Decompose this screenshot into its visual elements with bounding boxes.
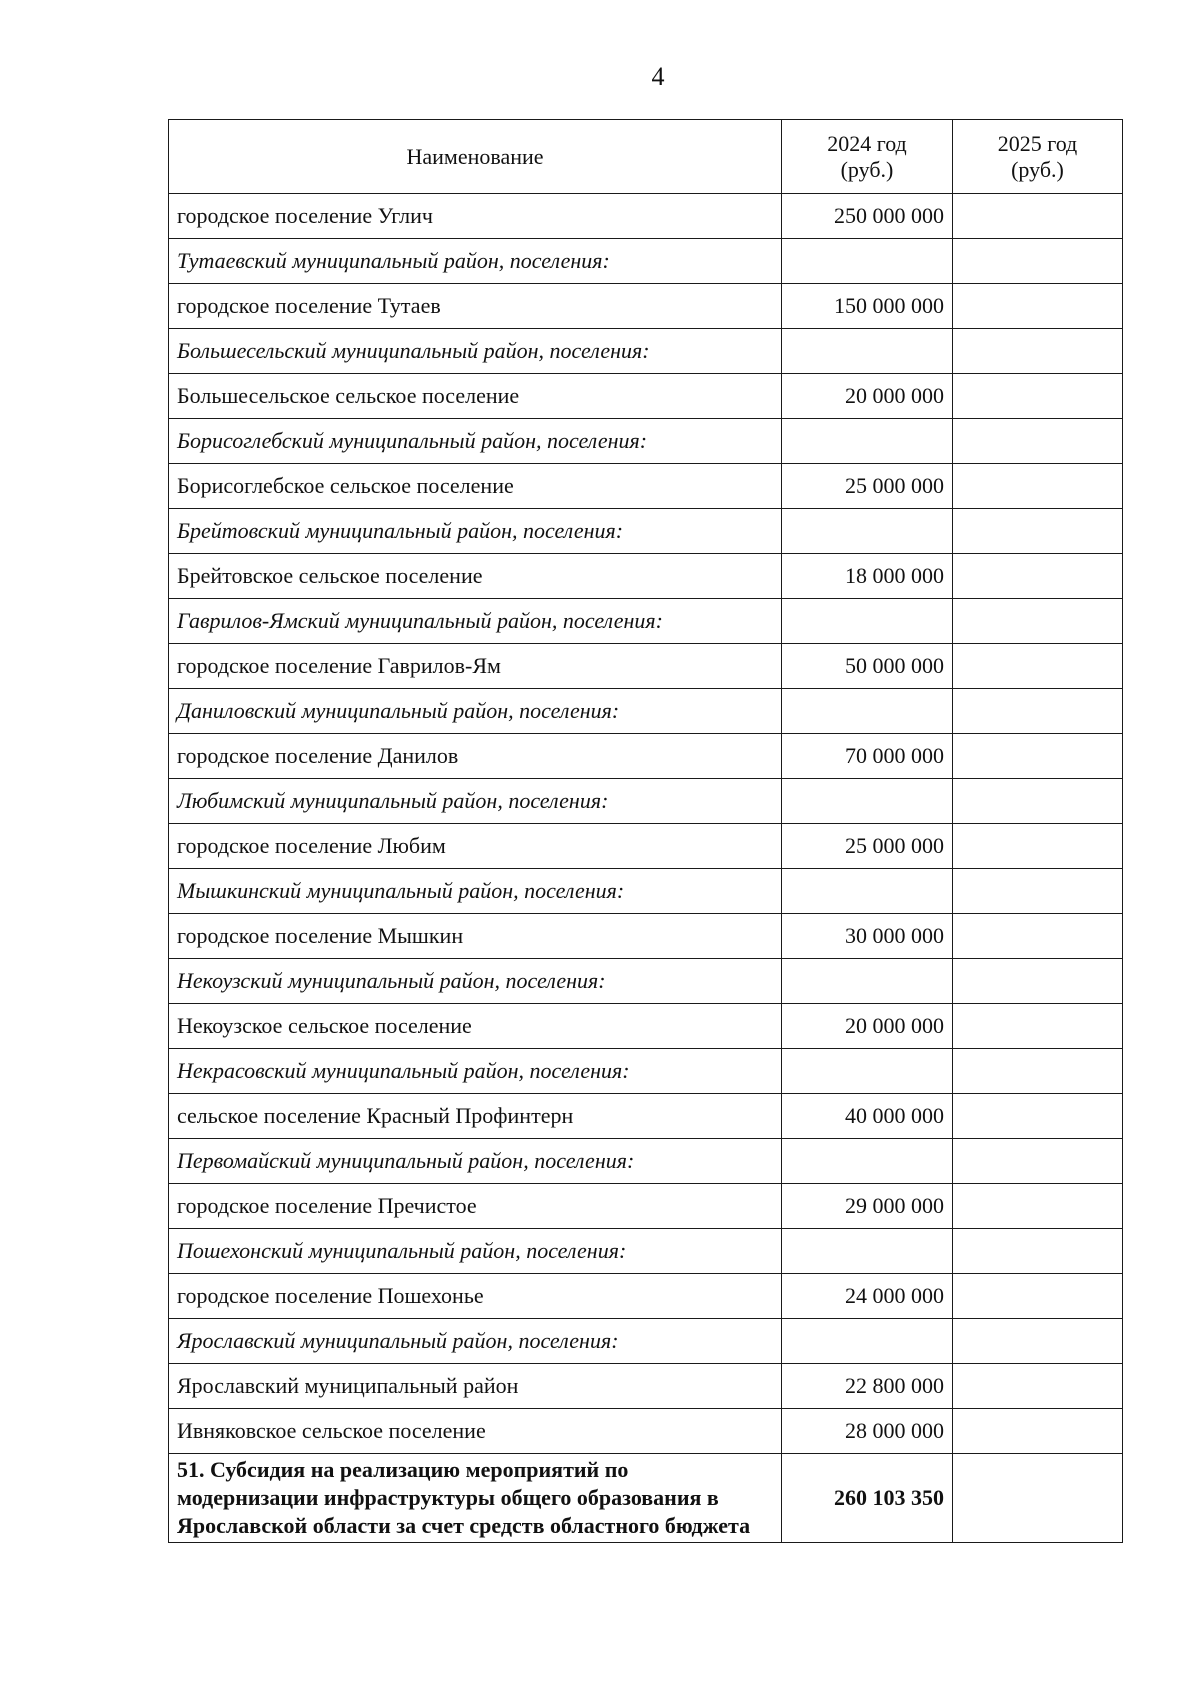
row-amount-2025 (953, 1184, 1123, 1229)
row-amount-2025 (953, 959, 1123, 1004)
row-amount-2025 (953, 1454, 1123, 1543)
row-name: Пошехонский муниципальный район, поселения: (169, 1229, 782, 1274)
table-group-row (169, 239, 1123, 284)
table-subsidy-row (169, 1454, 1123, 1543)
row-amount-2025 (953, 644, 1123, 689)
row-amount-2024 (782, 329, 953, 374)
row-amount-2025 (953, 1409, 1123, 1454)
row-name: городское поселение Тутаев (169, 284, 782, 329)
table-row (169, 284, 1123, 329)
row-amount-2024 (782, 599, 953, 644)
row-amount-2024: 20 000 000 (782, 1004, 953, 1049)
row-name: городское поселение Данилов (169, 734, 782, 779)
row-amount-2024 (782, 869, 953, 914)
table-row (169, 1409, 1123, 1454)
row-amount-2024: 260 103 350 (782, 1454, 953, 1543)
row-amount-2025 (953, 374, 1123, 419)
row-amount-2025 (953, 1364, 1123, 1409)
row-amount-2025 (953, 689, 1123, 734)
table-group-row (169, 599, 1123, 644)
row-amount-2025 (953, 1274, 1123, 1319)
row-name: городское поселение Пошехонье (169, 1274, 782, 1319)
row-amount-2024: 70 000 000 (782, 734, 953, 779)
row-amount-2025 (953, 194, 1123, 239)
row-name: Гаврилов-Ямский муниципальный район, поселения: (169, 599, 782, 644)
row-amount-2024: 25 000 000 (782, 824, 953, 869)
row-name: городское поселение Мышкин (169, 914, 782, 959)
table-row (169, 554, 1123, 599)
row-amount-2025 (953, 734, 1123, 779)
row-name: Первомайский муниципальный район, поселения: (169, 1139, 782, 1184)
table-group-row (169, 689, 1123, 734)
table-group-row (169, 779, 1123, 824)
row-name: Борисоглебский муниципальный район, поселения: (169, 419, 782, 464)
row-amount-2025 (953, 1004, 1123, 1049)
table-group-row (169, 959, 1123, 1004)
header-name (169, 120, 782, 194)
row-amount-2025 (953, 329, 1123, 374)
row-amount-2024: 24 000 000 (782, 1274, 953, 1319)
table-row (169, 1004, 1123, 1049)
table-group-row (169, 509, 1123, 554)
row-amount-2025 (953, 1049, 1123, 1094)
row-name: Некоузское сельское поселение (169, 1004, 782, 1049)
table-group-row (169, 329, 1123, 374)
row-amount-2024: 22 800 000 (782, 1364, 953, 1409)
row-name: Ярославский муниципальный район, поселения: (169, 1319, 782, 1364)
row-name: Большесельский муниципальный район, поселения: (169, 329, 782, 374)
page-number: 4 (651, 62, 665, 91)
header-2025 (953, 120, 1123, 194)
row-amount-2025 (953, 914, 1123, 959)
row-amount-2024 (782, 1139, 953, 1184)
row-name: Мышкинский муниципальный район, поселения: (169, 869, 782, 914)
row-amount-2024 (782, 509, 953, 554)
row-amount-2024 (782, 779, 953, 824)
row-name: Тутаевский муниципальный район, поселения: (169, 239, 782, 284)
header-row (169, 120, 1123, 194)
table-row (169, 644, 1123, 689)
row-amount-2025 (953, 464, 1123, 509)
header-2024 (782, 120, 953, 194)
row-amount-2024: 40 000 000 (782, 1094, 953, 1139)
table-row (169, 914, 1123, 959)
row-name: Брейтовское сельское поселение (169, 554, 782, 599)
row-amount-2025 (953, 1094, 1123, 1139)
row-name: Брейтовский муниципальный район, поселения: (169, 509, 782, 554)
row-name: Большесельское сельское поселение (169, 374, 782, 419)
table-row (169, 1274, 1123, 1319)
row-name: городское поселение Гаврилов-Ям (169, 644, 782, 689)
row-amount-2024: 50 000 000 (782, 644, 953, 689)
row-name: 51. Субсидия на реализацию мероприятий по модернизации инфраструктуры общего образования в Ярославской области за счет средств областного бюджета (169, 1454, 782, 1543)
row-amount-2025 (953, 1229, 1123, 1274)
table-header (169, 120, 1123, 194)
row-amount-2024: 25 000 000 (782, 464, 953, 509)
budget-table (168, 119, 1123, 1543)
row-amount-2024 (782, 689, 953, 734)
table-group-row (169, 1229, 1123, 1274)
row-amount-2024 (782, 959, 953, 1004)
table-row (169, 1184, 1123, 1229)
table-row (169, 1094, 1123, 1139)
row-name: городское поселение Пречистое (169, 1184, 782, 1229)
row-name: Ярославский муниципальный район (169, 1364, 782, 1409)
table-row (169, 464, 1123, 509)
row-amount-2024 (782, 239, 953, 284)
header-name-label: Наименование (406, 143, 544, 169)
row-amount-2025 (953, 1139, 1123, 1184)
row-amount-2025 (953, 869, 1123, 914)
header-2025-year: 2025 год (997, 130, 1078, 156)
table-body (169, 194, 1123, 1543)
row-amount-2025 (953, 554, 1123, 599)
row-name: Борисоглебское сельское поселение (169, 464, 782, 509)
row-amount-2025 (953, 824, 1123, 869)
row-amount-2024 (782, 1319, 953, 1364)
row-name: Некоузский муниципальный район, поселения: (169, 959, 782, 1004)
row-amount-2025 (953, 239, 1123, 284)
header-2024-year: 2024 год (827, 130, 907, 156)
row-name: Некрасовский муниципальный район, поселения: (169, 1049, 782, 1094)
row-amount-2024 (782, 419, 953, 464)
table-group-row (169, 869, 1123, 914)
row-amount-2025 (953, 509, 1123, 554)
row-amount-2024: 30 000 000 (782, 914, 953, 959)
table-row (169, 374, 1123, 419)
row-amount-2024: 28 000 000 (782, 1409, 953, 1454)
row-amount-2024 (782, 1229, 953, 1274)
row-amount-2025 (953, 284, 1123, 329)
table-group-row (169, 1319, 1123, 1364)
table-group-row (169, 419, 1123, 464)
row-amount-2025 (953, 599, 1123, 644)
row-amount-2024: 29 000 000 (782, 1184, 953, 1229)
table-row (169, 194, 1123, 239)
row-name: Даниловский муниципальный район, поселения: (169, 689, 782, 734)
row-amount-2025 (953, 1319, 1123, 1364)
table-row (169, 1364, 1123, 1409)
row-amount-2024: 250 000 000 (782, 194, 953, 239)
row-amount-2024 (782, 1049, 953, 1094)
row-name: городское поселение Углич (169, 194, 782, 239)
row-name: сельское поселение Красный Профинтерн (169, 1094, 782, 1139)
row-amount-2024: 18 000 000 (782, 554, 953, 599)
table-group-row (169, 1139, 1123, 1184)
row-name: Ивняковское сельское поселение (169, 1409, 782, 1454)
row-amount-2025 (953, 779, 1123, 824)
table-row (169, 824, 1123, 869)
row-name: городское поселение Любим (169, 824, 782, 869)
header-2024-unit: (руб.) (840, 156, 894, 182)
row-name: Любимский муниципальный район, поселения: (169, 779, 782, 824)
table-row (169, 734, 1123, 779)
header-2025-unit: (руб.) (1011, 156, 1064, 182)
row-amount-2025 (953, 419, 1123, 464)
row-amount-2024: 20 000 000 (782, 374, 953, 419)
table-group-row (169, 1049, 1123, 1094)
row-amount-2024: 150 000 000 (782, 284, 953, 329)
